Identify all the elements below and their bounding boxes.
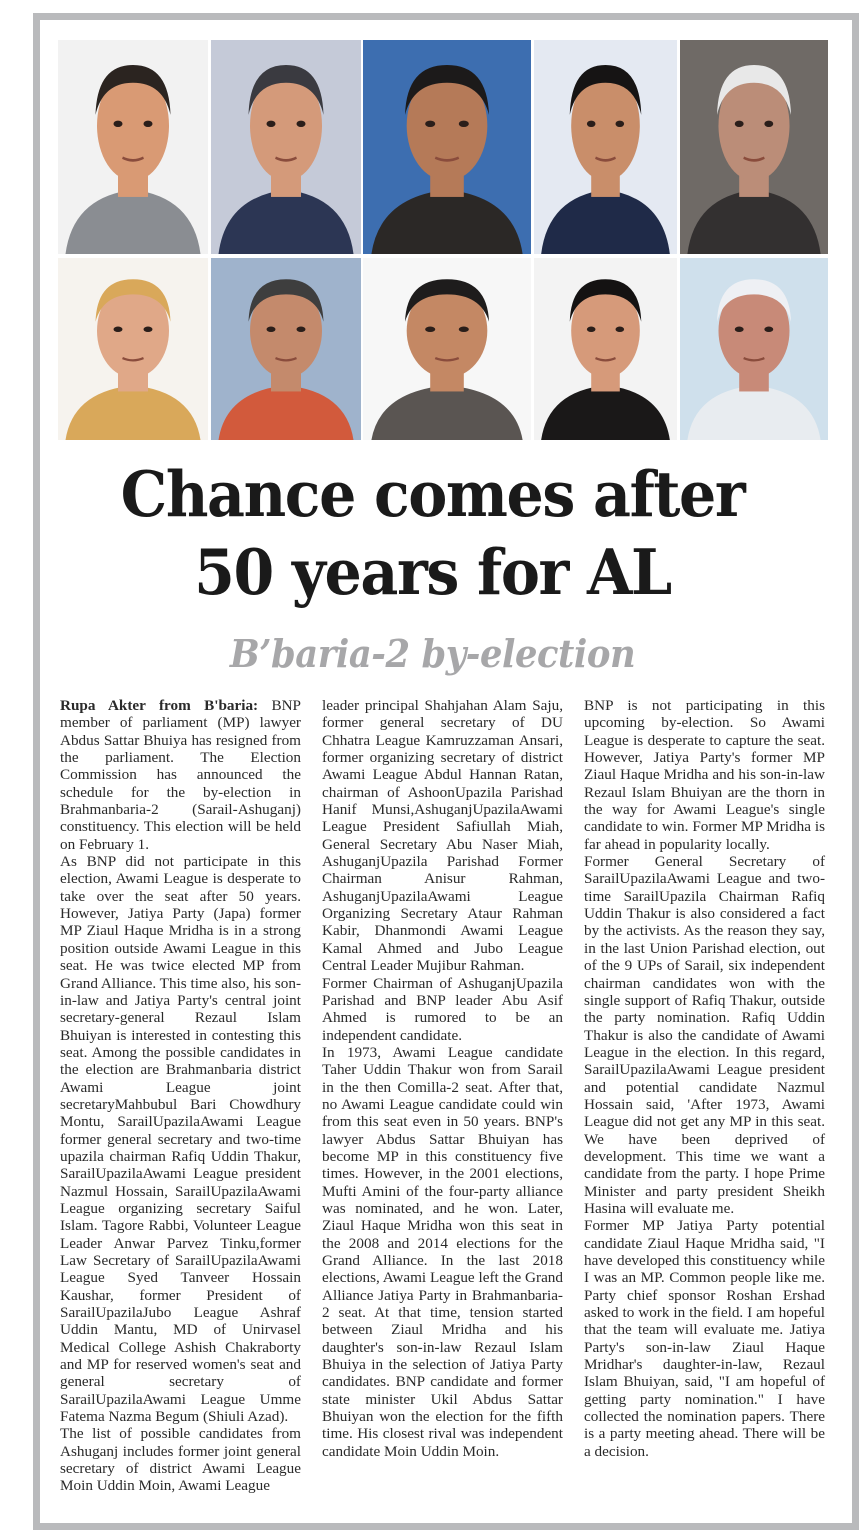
portrait-eye (114, 327, 123, 332)
headline-line-2: 50 years for AL (194, 535, 671, 609)
article-column-2 (322, 697, 563, 1460)
portrait-eye (735, 121, 744, 127)
portrait-eye (735, 327, 744, 332)
candidate-photo (58, 40, 208, 254)
portrait-eye (297, 327, 306, 332)
portrait-eye (459, 327, 469, 332)
portrait-eye (587, 121, 596, 127)
candidate-photo (363, 40, 531, 254)
portrait-eye (616, 121, 625, 127)
candidate-photo (363, 258, 531, 440)
portrait-illustration (534, 40, 677, 254)
article-column-1 (60, 697, 301, 1495)
portrait-eye (144, 327, 153, 332)
candidate-photo (534, 258, 677, 440)
portrait-eye (297, 121, 306, 127)
portrait-illustration (680, 40, 828, 254)
portrait-eye (425, 121, 435, 127)
paragraph: In 1973, Awami League candidate Taher Uddin Thakur won from Sarail in the then Comilla-2 seat. After that, no Awami League candidate could win from this seat even in 50 years. BNP's lawyer Abdus Sattar Bhuiyan has become MP in this constituency five times. However, in the 2001 elections, Mufti Amini of the four-party alliance was nominated, and he won. Later, Ziaul Haque Mridha won this seat in the 2008 and 2014 elections for the Grand Alliance. In the last 2018 elections, Awami League left the Grand Alliance Jatiya Party in Brahmanbaria-2 seat. At that time, tension started between Ziaul Mridha and his daughter's son-in-law Rezaul Islam Bhuiya in the selection of Jatiya Party candidates. BNP candidate and former state minister Ukil Abdus Sattar Bhuiyan won the election for the fifth time. His closest rival was independent candidate Moin Uddin Moin. (322, 1043, 563, 1460)
byline: Rupa Akter from B'baria: (60, 697, 259, 714)
candidate-photo (680, 40, 828, 254)
portrait-eye (114, 121, 123, 127)
paragraph: leader principal Shahjahan Alam Saju, former general secretary of DU Chhatra League Kamruzzaman Ansari, former organizing secretary of district Awami League Abdul Hannan Ratan, chairman of AshoonUpazila Parishad Hanif Munsi,AshuganjUpazilaAwami League President Safiullah Miah, General Secretary Abu Naser Miah, AshuganjUpazila Parishad Former Chairman Anisur Rahman, AshuganjUpazilaAwami League Organizing Secretary Ataur Rahman Kabir, Dhanmondi Awami League Kamal Ahmed and Jubo League Central Leader Mujibur Rahman. (322, 697, 563, 975)
paragraph: The list of possible candidates from Ashuganj includes former joint general secretary of district Awami League Moin Uddin Moin, Awami League (60, 1425, 301, 1495)
paragraph: As BNP did not participate in this election, Awami League is desperate to take over the seat after 50 years. However, Jatiya Party (Japa) former MP Ziaul Haque Mridha is in a strong position outside Awami League in this seat. He was twice elected MP from Grand Alliance. This time also, his son-in-law and Jatiya Party's central joint secretary-general Rezaul Islam Bhuiyan is interested in contesting this seat. Among the possible candidates in the election are Brahmanbaria district Awami League joint secretaryMahbubul Bari Chowdhury Montu, SarailUpazilaAwami League former general secretary and two-time upazila chairman Rafiq Uddin Thakur, SarailUpazilaAwami League president Nazmul Hossain, SarailUpazilaAwami League organizing secretary Saiful Islam. Tagore Rabbi, Volunteer League Leader Anwar Parvez Tinku,former Law Secretary of SarailUpazilaAwami League Syed Tanveer Hossain Kaushar, former President of SarailUpazilaJubo League Ashraf Uddin Mantu, MD of Unirvasel Medical College Ashish Chakraborty and MP for reserved women's seat and general secretary of SarailUpazilaAwami League Umme Fatema Nazma Begum (Shiuli Azad). (60, 853, 301, 1426)
candidate-photo (534, 40, 677, 254)
candidate-photo (211, 40, 361, 254)
portrait-illustration (211, 40, 361, 254)
candidate-photo (680, 258, 828, 440)
portrait-eye (459, 121, 469, 127)
candidate-photo (211, 258, 361, 440)
portrait-eye (616, 327, 625, 332)
portrait-illustration (58, 40, 208, 254)
portrait-eye (764, 327, 773, 332)
article-column-3 (584, 697, 825, 1460)
portrait-illustration (363, 40, 531, 254)
headline (67, 455, 797, 611)
candidate-photo-grid (58, 40, 828, 440)
paragraph: BNP is not participating in this upcoming by-election. So Awami League is desperate to capture the seat. However, Jatiya Party's former MP Ziaul Haque Mridha and his son-in-law Rezaul Islam Bhuiyan are the thorn in the way for Awami League's single candidate to win. Former MP Mridha is far ahead in popularity locally. (584, 697, 825, 853)
candidate-photo (58, 258, 208, 440)
portrait-eye (267, 327, 276, 332)
portrait-illustration (363, 258, 531, 440)
paragraph: Rupa Akter from B'baria: BNP member of parliament (MP) lawyer Abdus Sattar Bhuiya has resigned from the parliament. The Election Commission has announced the schedule for the by-election in Brahmanbaria-2 (Sarail-Ashuganj) constituency. This election will be held on February 1. (60, 697, 301, 853)
portrait-eye (267, 121, 276, 127)
portrait-illustration (58, 258, 208, 440)
portrait-illustration (680, 258, 828, 440)
paragraph: Former MP Jatiya Party potential candidate Ziaul Haque Mridha said, "I have developed this constituency while I was an MP. Common people like me. Party chief sponsor Roshan Ershad asked to work in the field. I am hopeful that the team will evaluate me. Jatiya Party's son-in-law Ziaul Haque Mridhar's daughter-in-law, Rezaul Islam Bhuiyan, said, "I am hopeful of getting party nomination." I have collected the nomination papers. There is a party meeting ahead. There will be a decision. (584, 1217, 825, 1460)
portrait-eye (144, 121, 153, 127)
portrait-illustration (211, 258, 361, 440)
portrait-eye (764, 121, 773, 127)
headline-line-1: Chance comes after (120, 457, 745, 531)
paragraph: Former Chairman of AshuganjUpazila Parishad and BNP leader Abu Asif Ahmed is rumored to be an independent candidate. (322, 974, 563, 1044)
portrait-eye (425, 327, 435, 332)
kicker-subheading: B’baria-2 by-election (229, 631, 636, 676)
portrait-illustration (534, 258, 677, 440)
portrait-eye (587, 327, 596, 332)
paragraph: Former General Secretary of SarailUpazilaAwami League and two-time SarailUpazila Chairman Rafiq Uddin Thakur is also considered a fact by the activists. As the reason they say, in the last Union Parishad election, out of the 9 UPs of Sarail, six independent chairman candidates won with the single support of Rafiq Thakur, outside the party nomination. Rafiq Uddin Thakur is also the candidate of Awami League in the election. In this regard, SarailUpazilaAwami League president and potential candidate Nazmul Hossain said, 'After 1973, Awami League did not get any MP in this seat. We have been deprived of development. This time we want a candidate from the party. I hope Prime Minister and party president Sheikh Hasina will evaluate me. (584, 853, 825, 1217)
